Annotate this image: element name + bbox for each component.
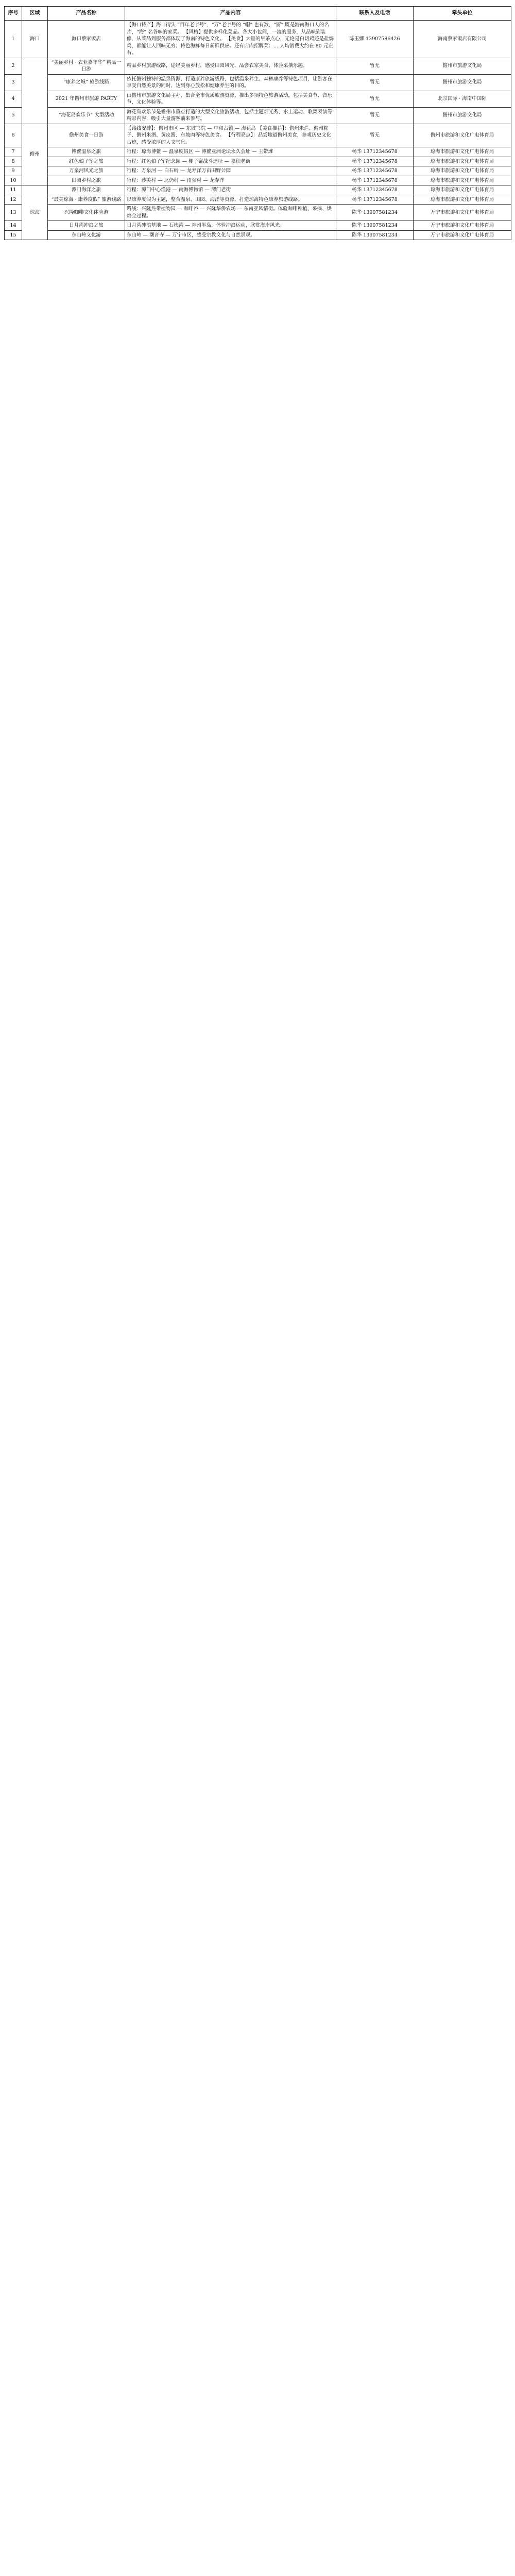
lead-unit: 海南蔡家饭店有限公司 bbox=[414, 21, 511, 58]
table-row bbox=[5, 74, 511, 91]
header-contact: 联系人及电话 bbox=[336, 7, 414, 21]
lead-unit: 琼海市旅游和文化广电体育局 bbox=[414, 157, 511, 166]
lead-unit: 万宁市旅游和文化广电体育局 bbox=[414, 230, 511, 240]
contact-info: 杨华 13712345678 bbox=[336, 166, 414, 176]
document-page bbox=[0, 0, 515, 240]
row-number: 9 bbox=[5, 166, 22, 176]
header-region: 区域 bbox=[22, 7, 48, 21]
product-content: 行程：琼海博鳌 — 温泉度假区 — 博鳌亚洲论坛永久会址 — 玉带滩 bbox=[125, 147, 336, 157]
product-content: 行程：沙美村 — 北仍村 — 南强村 — 龙寿洋 bbox=[125, 176, 336, 185]
product-content: 日月湾冲浪基地 — 石梅湾 — 神州半岛，体验冲浪运动，欣赏海岸风光。 bbox=[125, 221, 336, 231]
contact-info: 暂无 bbox=[336, 107, 414, 124]
row-number: 12 bbox=[5, 195, 22, 205]
contact-info: 杨华 13712345678 bbox=[336, 176, 414, 185]
table-row bbox=[5, 230, 511, 240]
table-row bbox=[5, 58, 511, 74]
product-name: 田园乡村之旅 bbox=[48, 176, 125, 185]
table-row bbox=[5, 166, 511, 176]
table-row bbox=[5, 195, 511, 205]
contact-info: 杨华 13712345678 bbox=[336, 195, 414, 205]
product-name: “最美琼海 · 康养度假” 旅游线路 bbox=[48, 195, 125, 205]
lead-unit: 儋州市旅游文化局 bbox=[414, 74, 511, 91]
lead-unit: 儋州市旅游文化局 bbox=[414, 107, 511, 124]
row-number: 13 bbox=[5, 205, 22, 221]
table-header-row bbox=[5, 7, 511, 21]
row-number: 15 bbox=[5, 230, 22, 240]
product-name: “海花岛欢乐节” 大型活动 bbox=[48, 107, 125, 124]
contact-info: 杨华 13712345678 bbox=[336, 157, 414, 166]
header-product-name: 产品名称 bbox=[48, 7, 125, 21]
contact-info: 杨华 13712345678 bbox=[336, 185, 414, 195]
product-name: “美丽乡村 · 农业嘉年华” 精品一日游 bbox=[48, 58, 125, 74]
table-row bbox=[5, 124, 511, 147]
product-name: 日月湾冲浪之旅 bbox=[48, 221, 125, 231]
product-content: 依托儋州独特的温泉资源，打造康养旅游线路，包括温泉养生、森林康养等特色项目，让游客在享受自然美景的同时，达到身心放松和健康养生的目的。 bbox=[125, 74, 336, 91]
product-content: 【路线安排】：儋州市区 — 东坡书院 — 中和古镇 — 海花岛 【美食推荐】：儋州米烂、儋州粽子、儋州米酒、黄皮酱、东坡肉等特色美食。 【行程亮点】：品尝地道儋州美食，参观历史文化古迹，感受浓厚的人文气息。 bbox=[125, 124, 336, 147]
lead-unit: 万宁市旅游和文化广电体育局 bbox=[414, 221, 511, 231]
product-table bbox=[4, 6, 511, 240]
row-number: 2 bbox=[5, 58, 22, 74]
product-name: 万泉河风光之旅 bbox=[48, 166, 125, 176]
contact-info: 暂无 bbox=[336, 91, 414, 107]
product-content: 由儋州市旅游文化局主办，集合全市优质旅游资源，推出多项特色旅游活动，包括美食节、音乐节、文化体验等。 bbox=[125, 91, 336, 107]
row-number: 1 bbox=[5, 21, 22, 58]
product-name: 潭门海洋之旅 bbox=[48, 185, 125, 195]
contact-info: 杨华 13712345678 bbox=[336, 147, 414, 157]
product-content: 精品乡村旅游线路，途经美丽乡村，感受田园风光，品尝农家美食，体验采摘乐趣。 bbox=[125, 58, 336, 74]
contact-info: 陈玉娜 13907586426 bbox=[336, 21, 414, 58]
table-body bbox=[5, 21, 511, 240]
row-number: 8 bbox=[5, 157, 22, 166]
table-row bbox=[5, 221, 511, 231]
header-product-content: 产品内容 bbox=[125, 7, 336, 21]
contact-info: 陈华 13907581234 bbox=[336, 230, 414, 240]
lead-unit: 琼海市旅游和文化广电体育局 bbox=[414, 185, 511, 195]
table-row bbox=[5, 205, 511, 221]
product-name: 东山岭文化游 bbox=[48, 230, 125, 240]
row-number: 3 bbox=[5, 74, 22, 91]
header-lead-unit: 牵头单位 bbox=[414, 7, 511, 21]
contact-info: 暂无 bbox=[336, 74, 414, 91]
product-content: 行程：万泉河 — 白石岭 — 龙寿洋万亩田野公园 bbox=[125, 166, 336, 176]
row-number: 6 bbox=[5, 124, 22, 147]
table-row bbox=[5, 21, 511, 58]
table-row bbox=[5, 185, 511, 195]
product-content: 海花岛欢乐节是儋州市重点打造的大型文化旅游活动，包括主题灯光秀、水上运动、歌舞表演等精彩内容，吸引大量游客前来参与。 bbox=[125, 107, 336, 124]
product-name: 红色娘子军之旅 bbox=[48, 157, 125, 166]
lead-unit: 儋州市旅游文化局 bbox=[414, 58, 511, 74]
table-row bbox=[5, 147, 511, 157]
lead-unit: 儋州市旅游和文化广电体育局 bbox=[414, 124, 511, 147]
product-content: 行程：潭门中心渔港 — 南海博物馆 — 潭门老街 bbox=[125, 185, 336, 195]
product-content: 东山岭 — 潮音寺 — 万宁市区，感受宗教文化与自然景观。 bbox=[125, 230, 336, 240]
row-number: 14 bbox=[5, 221, 22, 231]
product-name: 海口蔡家饭店 bbox=[48, 21, 125, 58]
contact-info: 暂无 bbox=[336, 58, 414, 74]
header-num: 序号 bbox=[5, 7, 22, 21]
row-number: 11 bbox=[5, 185, 22, 195]
table-row bbox=[5, 157, 511, 166]
product-content: 行程：红色娘子军纪念园 — 椰子寨战斗遗址 — 嘉积老街 bbox=[125, 157, 336, 166]
product-name: “康养之城” 旅游线路 bbox=[48, 74, 125, 91]
region-cell: 海口 bbox=[22, 21, 48, 58]
table-row bbox=[5, 91, 511, 107]
product-name: 兴隆咖啡文化体验游 bbox=[48, 205, 125, 221]
row-number: 5 bbox=[5, 107, 22, 124]
lead-unit: 琼海市旅游和文化广电体育局 bbox=[414, 195, 511, 205]
product-name: 2021 年儋州市旅游 PARTY bbox=[48, 91, 125, 107]
row-number: 7 bbox=[5, 147, 22, 157]
product-name: 儋州美食一日游 bbox=[48, 124, 125, 147]
row-number: 4 bbox=[5, 91, 22, 107]
product-content: 【海口特产】海口街头 “百年老字号”，“万”老字号的 “帽” 也有数，“厨” 既是海南海口人的名片，“海” 名各味的家菜。 【风格】提供多样化菜品。各大小包间，一流的服务，从品味到装修，从菜品到服务都体现了海南的特色文化。 【美食】大量的早茶点心，无论是白切鸡还是盐焗鸡，都能让人回味无穷；特色海鲜每日新鲜供应。还有店内招牌菜：... 人均消费大约在 80 元左右。 bbox=[125, 21, 336, 58]
region-cell: 儋州 bbox=[22, 124, 48, 185]
product-content: 以康养度假为主题，整合温泉、田园、海洋等资源，打造琼海特色康养旅游线路。 bbox=[125, 195, 336, 205]
contact-info: 暂无 bbox=[336, 124, 414, 147]
lead-unit: 琼海市旅游和文化广电体育局 bbox=[414, 147, 511, 157]
contact-info: 陈华 13907581234 bbox=[336, 221, 414, 231]
contact-info: 陈华 13907581234 bbox=[336, 205, 414, 221]
table-row bbox=[5, 107, 511, 124]
product-name: 博鳌温泉之旅 bbox=[48, 147, 125, 157]
product-content: 路线：兴隆热带植物园 — 咖啡谷 — 兴隆华侨农场 — 东南亚风情街。体验咖啡种植、采摘、烘焙全过程。 bbox=[125, 205, 336, 221]
lead-unit: 万宁市旅游和文化广电体育局 bbox=[414, 205, 511, 221]
region-cell: 琼海 bbox=[22, 185, 48, 240]
table-row bbox=[5, 176, 511, 185]
lead-unit: 琼海市旅游和文化广电体育局 bbox=[414, 166, 511, 176]
lead-unit: 琼海市旅游和文化广电体育局 bbox=[414, 176, 511, 185]
lead-unit: 北京国际 · 海南中国际 bbox=[414, 91, 511, 107]
row-number: 10 bbox=[5, 176, 22, 185]
region-cell bbox=[22, 58, 48, 124]
